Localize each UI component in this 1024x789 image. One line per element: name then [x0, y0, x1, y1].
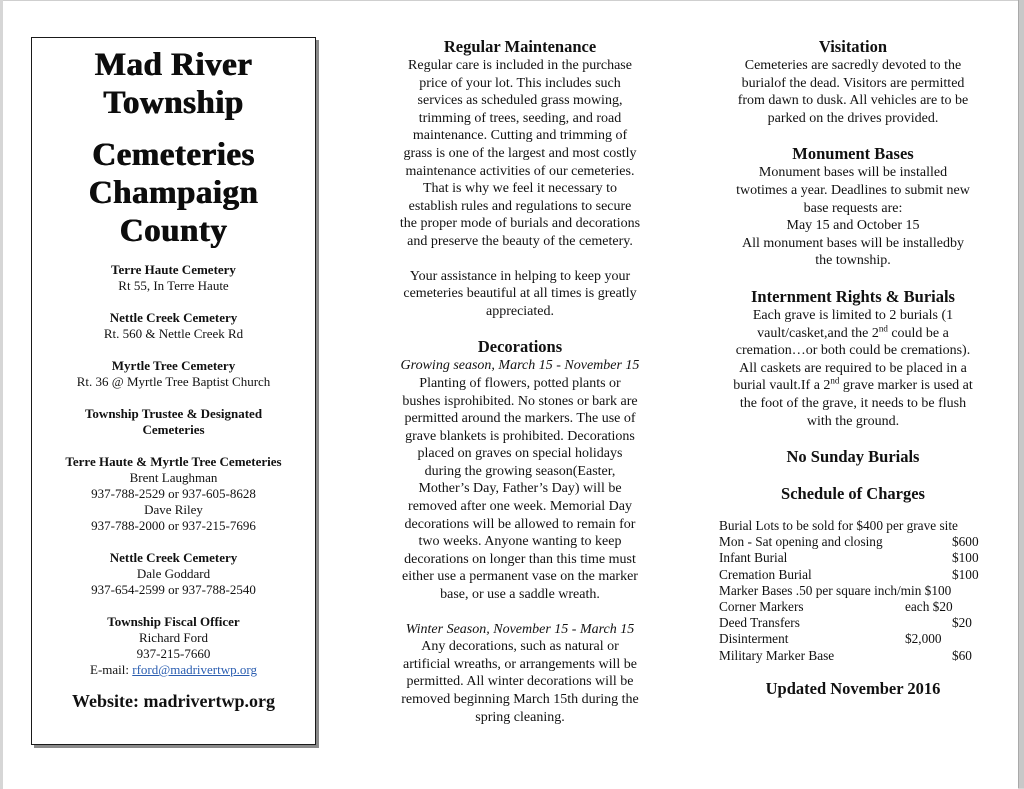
- maintenance-text: [372, 57, 668, 251]
- cover-panel: [31, 37, 316, 745]
- charge-label: Marker Bases .50 per square inch/min $100: [719, 582, 952, 598]
- text-line: That is why we feel it necessary to: [423, 181, 617, 197]
- text-line: burialof the dead. Visitors are permitted: [741, 75, 965, 91]
- contact-line: 937-788-2529 or 937-605-8628: [91, 486, 256, 501]
- text-fragment: burial vault.If a 2: [733, 378, 831, 394]
- text-line: Each grave is limited to 2 burials (1: [752, 307, 954, 323]
- superscript: nd: [830, 375, 840, 386]
- charge-row: [719, 583, 994, 599]
- text-line: Your assistance in helping to keep your: [409, 268, 631, 284]
- text-line: Regular care is included in the purchase: [408, 58, 632, 73]
- no-sunday-burials: No Sunday Burials: [786, 447, 920, 467]
- subtitle-line: County: [119, 213, 228, 249]
- text-line: appreciated.: [485, 303, 554, 319]
- text-line: [712, 322, 994, 343]
- charge-amount: $20: [952, 615, 972, 631]
- text-fragment: could be a: [887, 325, 949, 341]
- text-line: the foot of the grave, it needs to be flush: [739, 395, 967, 411]
- email-label: E-mail:: [90, 662, 133, 677]
- subtitle-line: Champaign: [88, 175, 259, 211]
- text-line: the proper mode of burials and decorations: [399, 216, 641, 232]
- charges-table: [712, 518, 994, 664]
- contact-line: 937-654-2599 or 937-788-2540: [91, 582, 256, 597]
- cemetery-address: Rt 55, In Terre Haute: [118, 278, 229, 293]
- title-line: Mad River: [94, 47, 253, 83]
- text-line: grave blankets is prohibited. Decorations: [405, 428, 635, 444]
- page-edge-scrollbar: [1018, 0, 1024, 788]
- text-line: base, or use a saddle wreath.: [440, 587, 600, 603]
- cemetery-name: Nettle Creek Cemetery: [109, 310, 238, 325]
- section-title-internment: Internment Rights & Burials: [751, 286, 955, 306]
- winter-season-label: Winter Season, November 15 - March 15: [405, 621, 635, 637]
- text-line: the township.: [815, 253, 891, 269]
- trustee-heading: Township Trustee & Designated: [84, 406, 263, 421]
- website-line: Website: madrivertwp.org: [72, 691, 275, 711]
- text-line: cremation…or both could be cremations).: [735, 343, 971, 359]
- text-line: twotimes a year. Deadlines to submit new: [736, 182, 970, 198]
- charge-amount: $600: [952, 534, 979, 550]
- text-line: Any decorations, such as natural or: [421, 639, 619, 655]
- text-line: Planting of flowers, potted plants or: [419, 375, 621, 391]
- email-link[interactable]: rford@madrivertwp.org: [132, 662, 257, 677]
- charge-row: [719, 648, 994, 664]
- charge-amount: $100: [952, 550, 979, 566]
- charge-amount: each $20: [905, 599, 953, 615]
- charge-label: Deed Transfers: [719, 615, 800, 631]
- superscript: nd: [878, 322, 888, 333]
- contact-line: Brent Laughman: [129, 470, 218, 485]
- text-line: with the ground.: [806, 413, 900, 429]
- text-line: bushes isprohibited. No stones or bark are: [402, 393, 638, 409]
- growing-season-label: Growing season, March 15 - November 15: [400, 358, 640, 374]
- trustee-heading: Cemeteries: [142, 422, 205, 437]
- charge-row: [719, 518, 994, 534]
- text-line: All caskets are required to be placed in a: [739, 360, 967, 376]
- text-line: artificial wreaths, or arrangements will be: [402, 656, 637, 672]
- text-line: cemeteries beautiful at all times is greatly: [403, 286, 637, 302]
- cemetery-list: [32, 262, 315, 678]
- section-title-visitation: Visitation: [818, 37, 888, 56]
- charge-amount: $60: [952, 647, 972, 663]
- charge-label: Military Marker Base: [719, 647, 835, 663]
- text-line: during the growing season(Easter,: [424, 463, 616, 479]
- text-line: either use a permanent vase on the marker: [402, 569, 638, 585]
- text-fragment: vault/casket,and the 2: [757, 325, 879, 341]
- cemeteries-title: [32, 136, 315, 250]
- contact-line: Dave Riley: [144, 502, 203, 517]
- text-line: decorations will be allowed to remain for: [404, 516, 636, 532]
- right-column: [712, 37, 994, 699]
- text-line: Monument bases will be installed: [758, 165, 948, 181]
- text-line: price of your lot. This includes such: [419, 75, 621, 91]
- middle-column: [372, 37, 668, 726]
- charge-row: [719, 599, 994, 615]
- winter-season-text: [372, 638, 668, 726]
- text-line: and preserve the beauty of the cemetery.: [407, 233, 633, 249]
- township-title: [32, 46, 315, 122]
- text-line: Cemeteries are sacredly devoted to the: [744, 58, 962, 73]
- text-line: placed on graves on special holidays: [417, 446, 623, 462]
- section-title-decorations: Decorations: [477, 337, 563, 357]
- contact-heading: Terre Haute & Myrtle Tree Cemeteries: [65, 454, 282, 469]
- text-line: [712, 377, 994, 395]
- internment-text: [712, 307, 994, 430]
- text-line: establish rules and regulations to secure: [408, 198, 632, 214]
- charge-label: Burial Lots to be sold for $400 per grave site: [719, 518, 958, 534]
- section-title-monument: Monument Bases: [792, 144, 914, 164]
- section-title-charges: Schedule of Charges: [781, 484, 925, 504]
- text-line: All monument bases will be installedby: [741, 235, 965, 251]
- updated-date: Updated November 2016: [765, 678, 941, 698]
- text-fragment: grave marker is used at: [839, 378, 973, 394]
- charge-row: [719, 534, 994, 550]
- text-line: services as scheduled grass mowing,: [417, 93, 623, 109]
- text-line: removed beginning March 15th during the: [401, 692, 639, 707]
- monument-text: [712, 164, 994, 270]
- charge-row: [719, 615, 994, 631]
- contact-line: 937-788-2000 or 937-215-7696: [91, 518, 256, 533]
- text-line: decorations on longer than this time must: [404, 551, 636, 567]
- text-line: May 15 and October 15: [786, 218, 920, 234]
- charge-label: Mon - Sat opening and closing: [719, 534, 883, 550]
- charge-row: [719, 550, 994, 566]
- assistance-text: [372, 268, 668, 321]
- charge-row: [719, 567, 994, 583]
- charge-row: [719, 631, 994, 647]
- text-line: maintenance. Cutting and trimming of: [412, 128, 628, 144]
- charge-amount: $2,000: [905, 631, 942, 647]
- email-line: [32, 662, 315, 678]
- charge-amount: $100: [952, 566, 979, 582]
- text-line: grass is one of the largest and most costly: [403, 145, 637, 161]
- text-line: parked on the drives provided.: [767, 110, 939, 126]
- charge-label: Disinterment: [719, 631, 789, 647]
- contact-heading: Nettle Creek Cemetery: [109, 550, 238, 565]
- text-line: Mother’s Day, Father’s Day) will be: [418, 481, 622, 497]
- text-line: from dawn to dusk. All vehicles are to be: [737, 93, 969, 109]
- contact-heading: Township Fiscal Officer: [107, 614, 240, 629]
- text-line: spring cleaning.: [475, 709, 565, 725]
- charge-label: Corner Markers: [719, 599, 804, 615]
- subtitle-line: Cemeteries: [92, 137, 255, 173]
- title-line: Township: [103, 85, 244, 121]
- cemetery-name: Terre Haute Cemetery: [111, 262, 236, 277]
- visitation-text: [712, 57, 994, 127]
- text-line: removed after one week. Memorial Day: [408, 499, 632, 515]
- contact-line: Richard Ford: [139, 630, 208, 645]
- text-line: permitted around the markers. The use of: [404, 411, 636, 427]
- charge-label: Infant Burial: [719, 550, 788, 566]
- contact-line: Dale Goddard: [136, 566, 211, 581]
- text-line: maintenance activities of our cemeteries.: [405, 163, 635, 179]
- growing-season-text: [372, 375, 668, 604]
- contact-line: 937-215-7660: [136, 646, 211, 661]
- text-line: trimming of trees, seeding, and road: [418, 110, 622, 126]
- charge-label: Cremation Burial: [719, 566, 812, 582]
- section-title-maintenance: Regular Maintenance: [443, 37, 597, 56]
- cemetery-address: Rt. 36 @ Myrtle Tree Baptist Church: [76, 374, 271, 389]
- cemetery-address: Rt. 560 & Nettle Creek Rd: [103, 326, 244, 341]
- text-line: two weeks. Anyone wanting to keep: [418, 534, 622, 550]
- cemetery-name: Myrtle Tree Cemetery: [111, 358, 236, 373]
- text-line: permitted. All winter decorations will be: [406, 674, 634, 690]
- text-line: base requests are:: [803, 200, 903, 216]
